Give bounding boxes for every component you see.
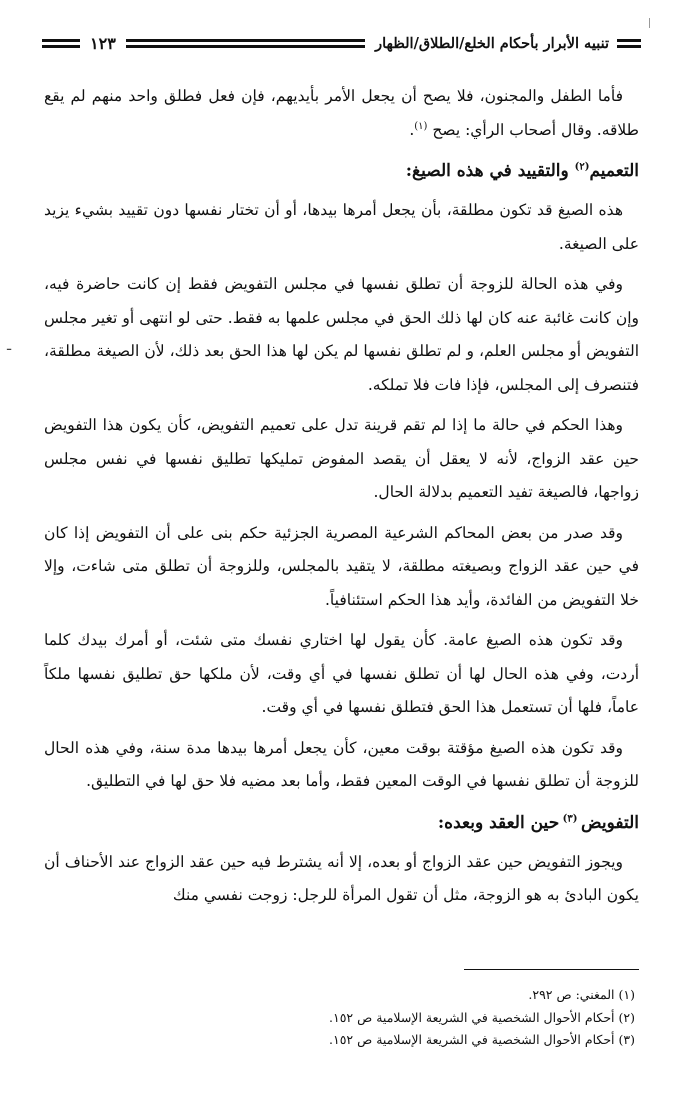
main-text	[44, 80, 639, 920]
footnote-divider	[464, 969, 639, 970]
paragraph-6: وقد تكون هذه الصيغ عامة. كأن يقول لها اختاري نفسك متى شئت، أو أمرك بيدك كلما أردت، وفي هذه الحال لها أن تطلق نفسها في أي وقت، لأن ملكها حق تطليق نفسها ملكاً عاماً، فلها أن تستعمل هذا الحق فتطلق نفسها في أي وقت.	[44, 631, 639, 716]
footnote-2: (٢) أحكام الأحوال الشخصية في الشريعة الإسلامية ص ١٥٢.	[329, 1009, 635, 1025]
section-heading-delegation: التفويض $^{(٣)}$ حين العقد وبعده:	[437, 812, 639, 833]
header-rule-left	[42, 39, 80, 48]
footnote-3: (٣) أحكام الأحوال الشخصية في الشريعة الإسلامية ص ١٥٢.	[329, 1032, 635, 1047]
scan-mark	[649, 18, 650, 28]
paragraph-1: فأما الطفل والمجنون، فلا يصح أن يجعل الأمر بأيديهم، فإن فعل فطلق واحد منهم لم يقع طلاقه. وقال أصحاب الرأي: يصح $^{(١)}$.	[44, 87, 639, 139]
section-heading-generalization: التعميم$^{(٢)}$ والتقييد في هذه الصيغ:	[405, 161, 639, 181]
header-rule-right	[617, 39, 641, 48]
paragraph-8: ويجوز التفويض حين عقد الزواج أو بعده، إلا أنه يشترط فيه حين عقد الزواج عند الأحناف أن يكون البادئ به هو الزوجة، مثل أن تقول المرأة للرجل: زوجت نفسي منك	[44, 852, 639, 904]
paragraph-7: وقد تكون هذه الصيغ مؤقتة بوقت معين، كأن يجعل أمرها بيدها مدة سنة، وفي هذه الحال للزوجة أن تطلق نفسها في الوقت المعين فقط، وأما بعد مضيه فلا حق لها في التطليق.	[44, 738, 639, 790]
page-number: ١٢٣	[90, 33, 116, 53]
footnote-ref-1[interactable]: (١)	[414, 120, 428, 132]
paragraph-5: وقد صدر من بعض المحاكم الشرعية المصرية الجزئية حكم بنى على أن التفويض إذا كان في حين عقد الزواج وبصيغته مطلقة، لا يتقيد بالمجلس، وللزوجة أن تطلق متى شاءت، وإلا خلا التفويض من الفائدة، وأيد هذا الحكم استئنافياً.	[44, 523, 639, 609]
footnote-ref-3[interactable]: (٣)	[559, 812, 582, 824]
footnotes	[44, 969, 639, 1052]
running-header	[42, 30, 641, 56]
header-title: تنبيه الأبرار بأحكام الخلع/الطلاق/الظهار	[375, 34, 609, 52]
header-rule-middle	[126, 39, 365, 48]
paragraph-4: وهذا الحكم في حالة ما إذا لم تقم قرينة تدل على تعميم التفويض، كأن يكون هذا التفويض حين عقد الزواج، لأنه لا يعقل أن يقصد المفوض تمليكها تطليق نفسها في نفس مجلس زواجها، فالصيغة تفيد التعميم بدلالة الحال.	[44, 416, 639, 501]
footnote-1: (١) المغني: ص ٢٩٢.	[528, 987, 635, 1002]
footnote-ref-2[interactable]: (٢)	[574, 161, 590, 173]
margin-annotation: ـ	[7, 338, 12, 354]
paragraph-2: هذه الصيغ قد تكون مطلقة، بأن يجعل أمرها بيدها، أو أن تختار نفسها دون تقييد بشيء يزيد على الصيغة.	[44, 201, 639, 253]
paragraph-3: وفي هذه الحالة للزوجة أن تطلق نفسها في مجلس التفويض فقط إن كانت حاضرة فيه، وإن كانت غائبة عنه كان لها ذلك الحق في مجلس علمها به فقط. حتى لو انتهى أو تغير مجلس التفويض أو مجلس العلم، و لم تطلق نفسها لم يكن لها هذا الحق بعد ذلك، لأن الصيغة مطلقة، فتنصرف إلى المجلس، فإذا فات فلا تملكه.	[44, 275, 639, 394]
